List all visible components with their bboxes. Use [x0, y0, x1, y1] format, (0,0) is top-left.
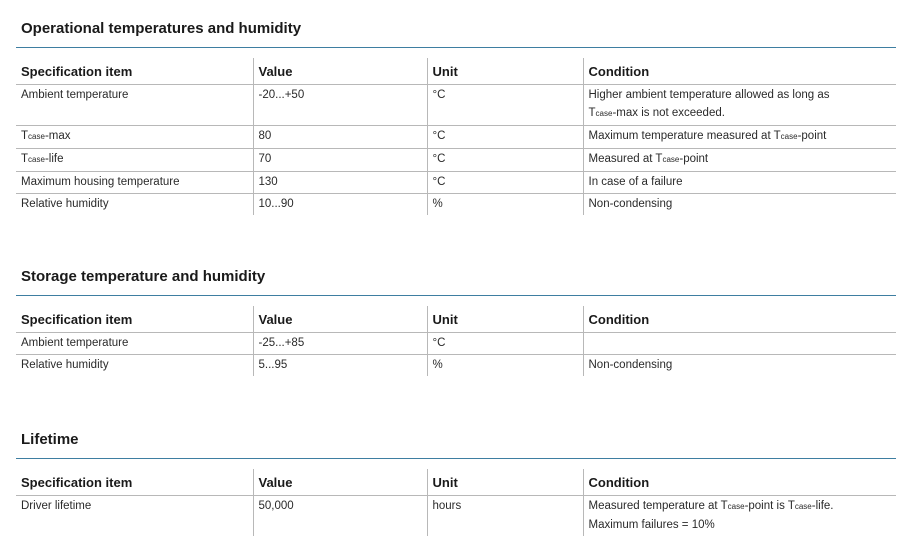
lifetime-title-rule — [16, 458, 896, 459]
header-specification-item: Specification item — [16, 306, 253, 332]
table-row — [16, 148, 896, 171]
cell-unit: °C — [427, 148, 583, 171]
cell-condition: Non-condensing — [583, 354, 896, 376]
table-header-row — [16, 58, 896, 84]
storage-title: Storage temperature and humidity — [21, 268, 266, 285]
cell-value: 5...95 — [253, 354, 427, 376]
table-row — [16, 84, 896, 125]
header-unit: Unit — [427, 58, 583, 84]
cell-value: 80 — [253, 125, 427, 148]
cell-unit: °C — [427, 332, 583, 354]
cell-item: Relative humidity — [21, 197, 109, 210]
operational-title-rule — [16, 47, 896, 48]
cell-item: Ambient temperature — [16, 332, 253, 354]
cell-item: Relative humidity — [21, 358, 109, 371]
cell-value: 70 — [253, 148, 427, 171]
lifetime-title: Lifetime — [21, 431, 79, 448]
condition-line-2: Tcase-max is not exceeded. — [588, 106, 725, 119]
cell-unit: % — [427, 354, 583, 376]
header-specification-item: Specification item — [16, 469, 253, 495]
table-header-row — [16, 469, 896, 495]
table-row — [16, 495, 896, 536]
storage-title-rule — [16, 295, 896, 296]
cell-unit: hours — [427, 495, 583, 536]
cell-condition — [583, 495, 896, 536]
cell-unit: % — [427, 193, 583, 215]
condition-line-1: Higher ambient temperature allowed as long as — [588, 88, 830, 101]
header-condition: Condition — [583, 58, 896, 84]
cell-item: Driver lifetime — [21, 499, 92, 512]
table-header-row — [16, 306, 896, 332]
cell-item: Ambient temperature — [16, 84, 253, 125]
lifetime-table — [16, 469, 896, 536]
condition-line-1: Measured temperature at Tcase-point is Tcase-life. — [588, 499, 834, 512]
header-value: Value — [253, 469, 427, 495]
table-row — [16, 193, 896, 215]
cell-unit: °C — [427, 125, 583, 148]
header-value: Value — [253, 58, 427, 84]
cell-item: Tcase-max — [16, 125, 253, 148]
operational-title: Operational temperatures and humidity — [21, 20, 302, 37]
cell-value: 10...90 — [253, 193, 427, 215]
storage-table — [16, 306, 896, 376]
cell-value: 130 — [253, 171, 427, 193]
table-row — [16, 354, 896, 376]
header-condition: Condition — [583, 469, 896, 495]
header-condition: Condition — [583, 306, 896, 332]
cell-unit: °C — [427, 171, 583, 193]
header-specification-item: Specification item — [16, 58, 253, 84]
cell-value: -25...+85 — [253, 332, 427, 354]
cell-condition — [583, 84, 896, 125]
cell-unit: °C — [427, 84, 583, 125]
cell-value: 50,000 — [253, 495, 427, 536]
header-unit: Unit — [427, 469, 583, 495]
condition-line-2: Maximum failures = 10% — [588, 518, 715, 531]
cell-item: Tcase-life — [16, 148, 253, 171]
table-row — [16, 125, 896, 148]
cell-condition: Maximum temperature measured at Tcase-point — [583, 125, 896, 148]
cell-condition: Non-condensing — [583, 193, 896, 215]
cell-condition: In case of a failure — [583, 171, 896, 193]
cell-item: Maximum housing temperature — [16, 171, 253, 193]
header-value: Value — [253, 306, 427, 332]
cell-value: -20...+50 — [253, 84, 427, 125]
header-unit: Unit — [427, 306, 583, 332]
table-row — [16, 332, 896, 354]
cell-condition: Measured at Tcase-point — [583, 148, 896, 171]
table-row — [16, 171, 896, 193]
operational-table — [16, 58, 896, 215]
cell-condition — [583, 332, 896, 354]
